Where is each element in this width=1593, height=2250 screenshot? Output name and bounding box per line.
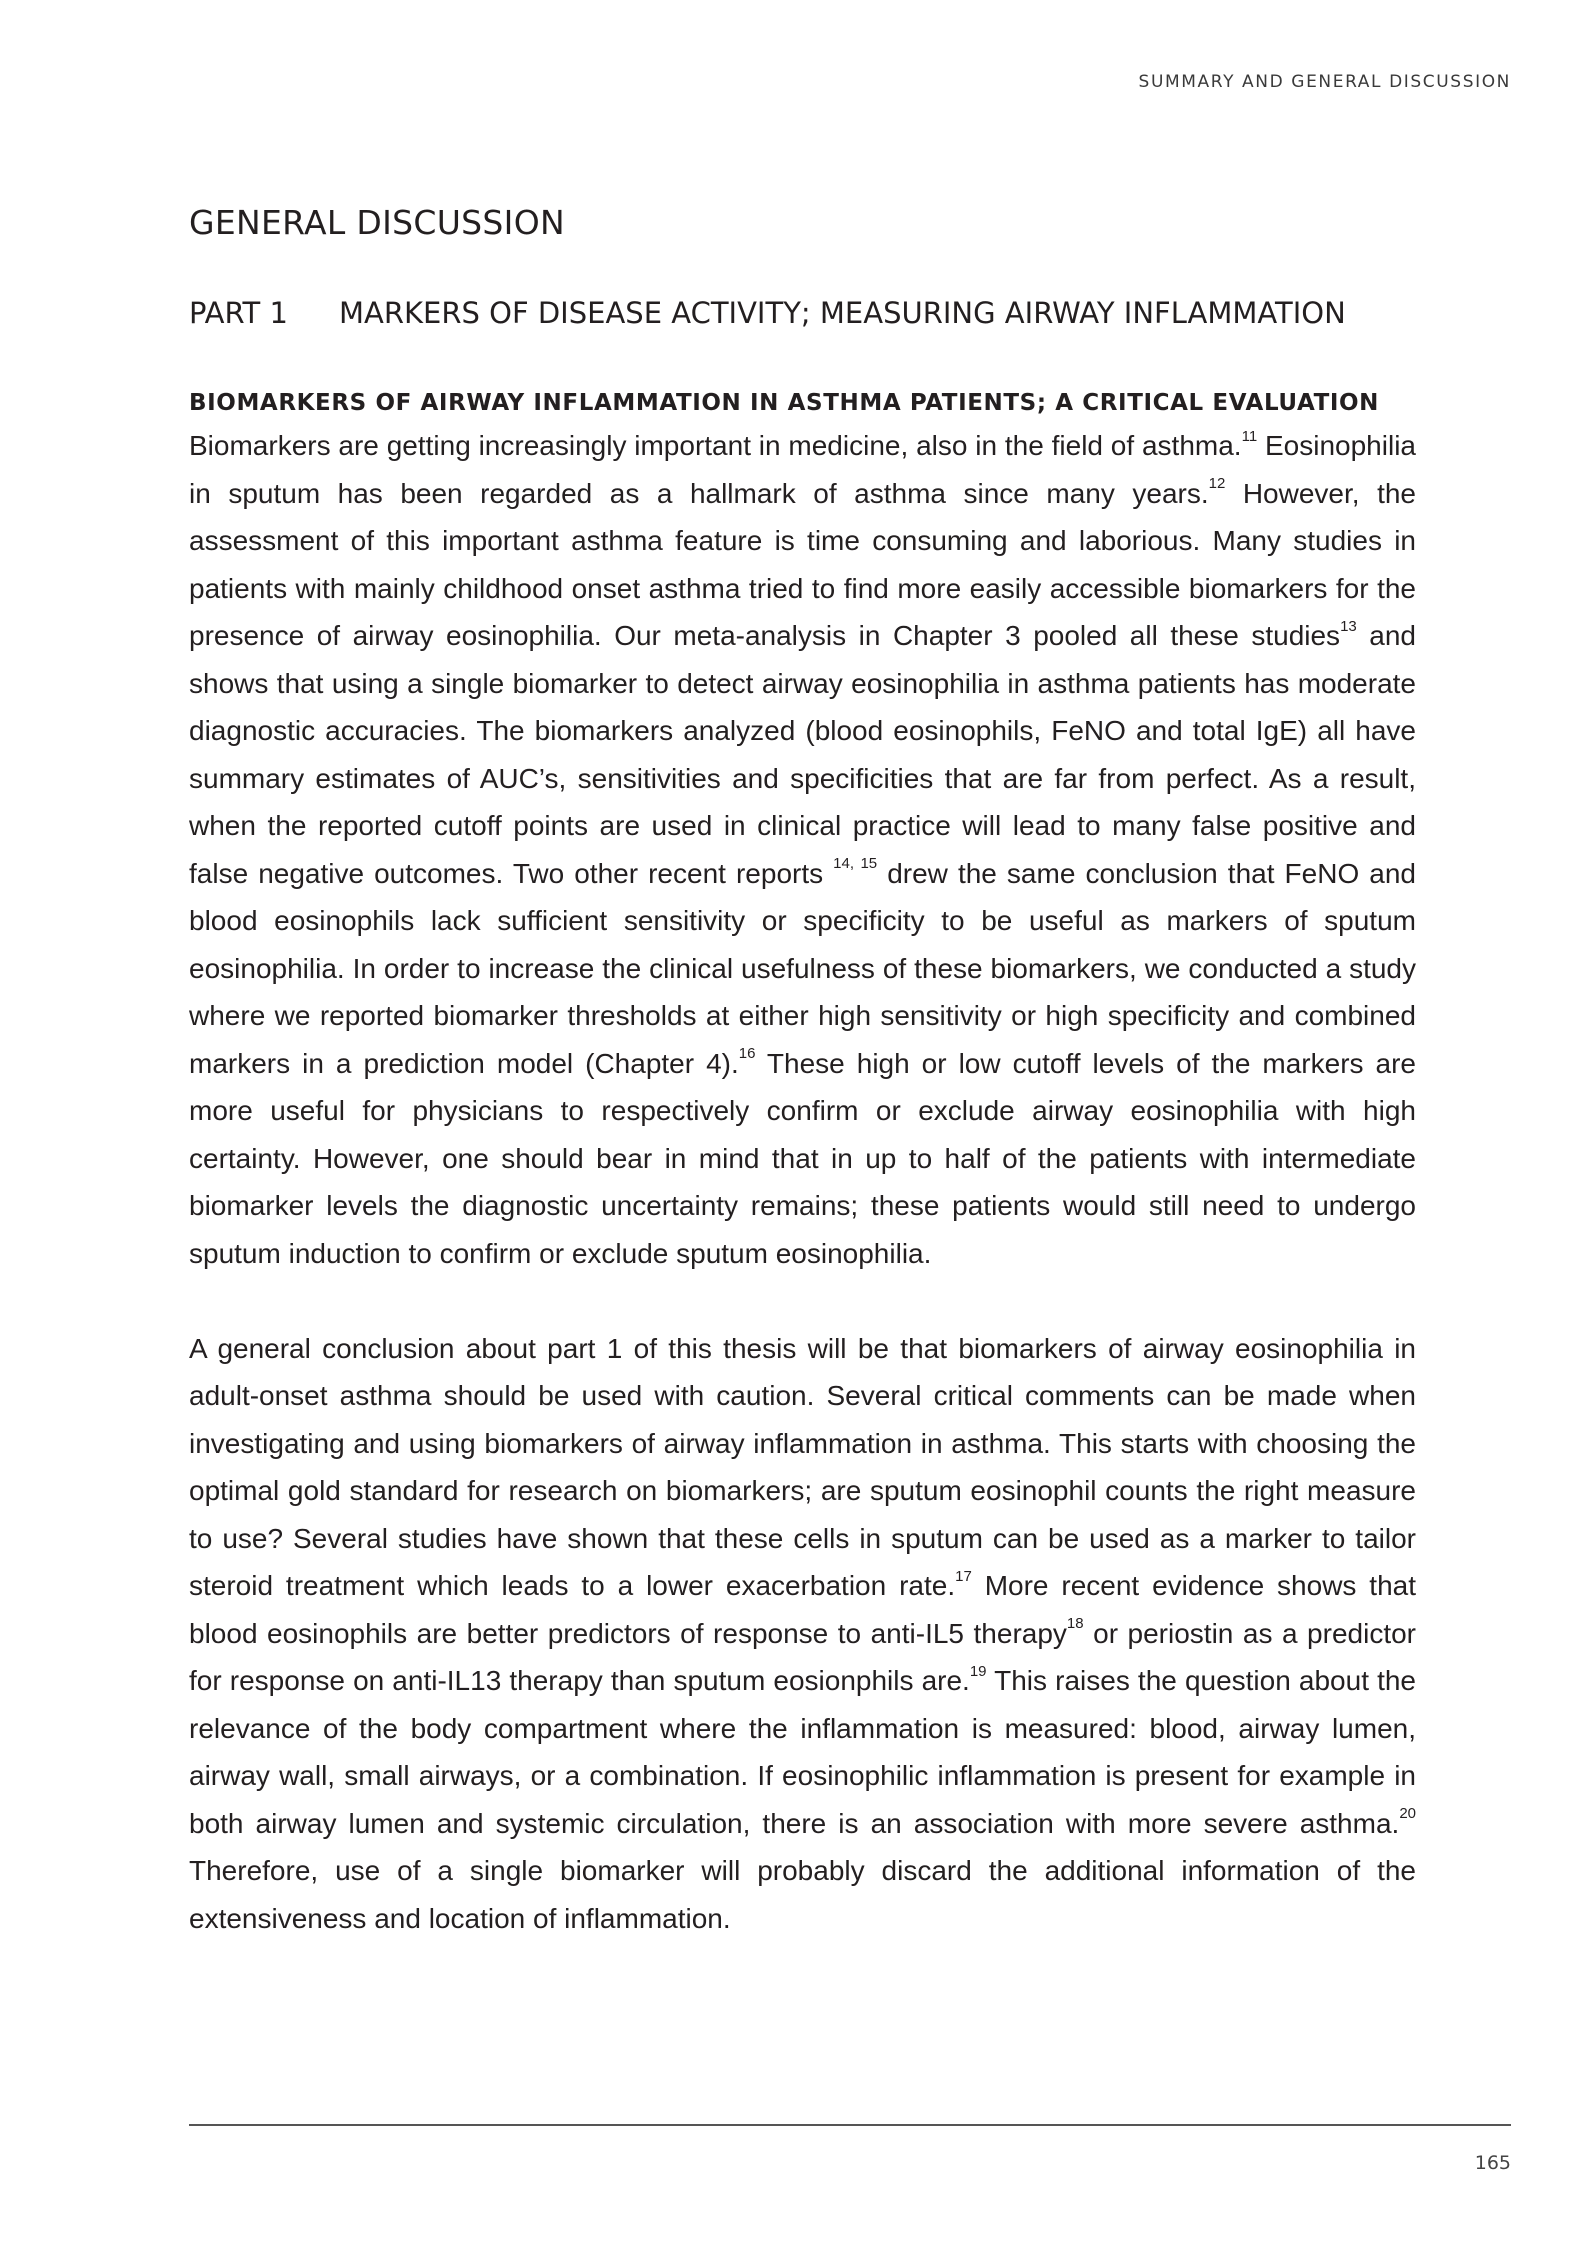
part-title: MARKERS OF DISEASE ACTIVITY; MEASURING AIRWAY INFLAMMATION bbox=[339, 296, 1346, 330]
citation-ref: 13 bbox=[1340, 617, 1357, 635]
footer-divider bbox=[189, 2124, 1511, 2126]
citation-ref: 18 bbox=[1066, 1615, 1084, 1633]
body-paragraph-2 bbox=[189, 1325, 1416, 1943]
section-heading: BIOMARKERS OF AIRWAY INFLAMMATION IN ASTHMA PATIENTS; A CRITICAL EVALUATION bbox=[189, 390, 1380, 416]
citation-ref: 16 bbox=[738, 1045, 756, 1063]
body-paragraph-1 bbox=[189, 422, 1416, 1277]
paragraph-2-text: A general conclusion about part 1 of this thesis will be that biomarkers of airway eosinophilia in adult-onset asthma should be used with caution. Several critical comments can be made when investigating and using biomarkers of airway inflammation in asthma. This starts with choosing the optimal gold standard for research on biomarkers; are sputum eosinophil counts the right measure to use? Several studies have shown that these cells in sputum can be used as a marker to tailor steroid treatment which leads to a lower exacerbation rate. bbox=[189, 1332, 1416, 1601]
paragraph-1-text: Eosinophilia in sputum has been regarded as a hallmark of asthma since many years. bbox=[189, 430, 1416, 509]
paragraph-1-text: and shows that using a single biomarker to detect airway eosinophilia in asthma patients has moderate diagnostic accuracies. The biomarkers analyzed (blood eosinophils, FeNO and total IgE) all have summary estimates of AUC’s, sensitivities and specificities that are far from perfect. As a result, when the reported cutoff points are used in clinical practice will lead to many false positive and false negative outcomes. Two other recent reports bbox=[189, 620, 1416, 889]
paragraph-1-text: drew the same conclusion that FeNO and blood eosinophils lack sufficient sensitivity or specificity to be useful as markers of sputum eosinophilia. In order to increase the clinical usefulness of these biomarkers, we conducted a study where we reported biomarker thresholds at either high sensitivity or high specificity and combined markers in a prediction model (Chapter 4). bbox=[189, 857, 1416, 1079]
part-heading bbox=[189, 292, 1416, 334]
paragraph-1-text: These high or low cutoff levels of the markers are more useful for physicians to respectively confirm or exclude airway eosinophilia with high certainty. However, one should bear in mind that in up to half of the patients with intermediate biomarker levels the diagnostic uncertainty remains; these patients would still need to undergo sputum induction to confirm or exclude sputum eosinophilia. bbox=[189, 1047, 1416, 1269]
paragraph-1-text: Biomarkers are getting increasingly important in medicine, also in the field of asthma. bbox=[189, 430, 1242, 461]
main-content bbox=[189, 200, 1416, 1942]
citation-ref: 17 bbox=[955, 1567, 972, 1585]
running-header: SUMMARY AND GENERAL DISCUSSION bbox=[1138, 72, 1511, 92]
paragraph-2-text: This raises the question about the relevance of the body compartment where the inflammation is measured: blood, airway lumen, airway wall, small airways, or a combination. If eosinophilic inflammation is present for example in both airway lumen and systemic circulation, there is an association with more severe asthma. bbox=[189, 1665, 1416, 1839]
part-label: PART 1 bbox=[189, 296, 288, 330]
citation-ref: 19 bbox=[969, 1662, 987, 1680]
paragraph-1-text: However, the assessment of this important asthma feature is time consuming and laborious. Many studies in patients with mainly childhood onset asthma tried to find more easily accessible biomarkers for the presence of airway eosinophilia. Our meta-analysis in Chapter 3 pooled all these studies bbox=[189, 477, 1417, 651]
citation-ref: 11 bbox=[1241, 427, 1258, 445]
citation-ref: 14, 15 bbox=[833, 855, 878, 873]
citation-ref: 20 bbox=[1399, 1805, 1416, 1823]
paragraph-2-text: or periostin as a predictor for response on anti-IL13 therapy than sputum eosionphils are. bbox=[189, 1617, 1416, 1696]
page-number: 165 bbox=[1474, 2152, 1511, 2174]
paragraph-2-text: More recent evidence shows that blood eosinophils are better predictors of response to anti-IL5 therapy bbox=[189, 1570, 1417, 1649]
chapter-title: GENERAL DISCUSSION bbox=[189, 203, 565, 242]
paragraph-2-text: Therefore, use of a single biomarker will probably discard the additional information of the extensiveness and location of inflammation. bbox=[189, 1855, 1416, 1934]
citation-ref: 12 bbox=[1208, 475, 1226, 493]
